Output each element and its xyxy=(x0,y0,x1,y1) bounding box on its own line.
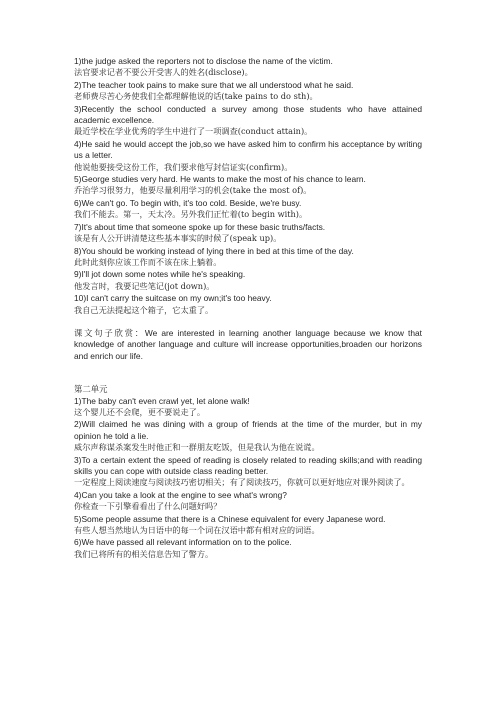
sentence-en: 4)Can you take a look at the engine to see what's wrong? xyxy=(74,489,287,500)
sentence-zh: 老师费尽苦心务使我们全都理解他说的话(take pains to do sth)。 xyxy=(74,91,318,102)
sentence-zh: 威尔声称谋杀案发生时他正和一群朋友吃饭，但是我认为他在说谎。 xyxy=(74,442,320,453)
sentence-en: 5)George studies very hard. He wants to make the most of his chance to learn. xyxy=(74,174,366,185)
sentence-zh: 你检查一下引擎看看出了什么问题好吗？ xyxy=(74,501,222,512)
sentence-zh: 一定程度上阅读速度与阅读技巧密切相关；有了阅读技巧，你就可以更好地应对课外阅读了。 xyxy=(74,477,410,488)
sentence-en: 4)He said he would accept the job,so we have asked him to confirm his acceptance by writing us a letter. xyxy=(74,138,422,161)
unit1-item-8 xyxy=(74,246,422,269)
sentence-en: 6)We can't go. To begin with, it's too cold. Beside, we're busy. xyxy=(74,197,302,208)
unit2-item-2 xyxy=(74,419,422,453)
sentence-zh: 此时此刻你应该工作而不该在床上躺着。 xyxy=(74,256,222,267)
unit1-item-4 xyxy=(74,139,422,173)
sentence-en: 2)Will claimed he was dining with a group of friends at the time of the murder, but in my opinion he told a lie. xyxy=(74,419,422,441)
unit2-item-1 xyxy=(74,396,422,419)
sentence-en: 6)We have passed all relevant information on to the police. xyxy=(74,537,292,548)
appreciation-text: We are interested in learning another language because we know that knowledge of another language and culture will increase opportunities,broaden our horizons and enrich our life. xyxy=(74,327,422,361)
sentence-zh: 法官要求记者不要公开受害人的姓名(disclose)。 xyxy=(74,67,253,78)
sentence-zh: 我们已将所有的相关信息告知了警方。 xyxy=(74,548,214,559)
sentence-en: 7)It's about time that someone spoke up for these basic truths/facts. xyxy=(74,221,326,232)
unit2-title: 第二单元 xyxy=(74,384,108,395)
sentence-zh: 这个婴儿还不会爬，更不要说走了。 xyxy=(74,406,206,417)
sentence-en: 3)Recently the school conducted a survey among those students who have attained academic excellence. xyxy=(74,103,422,126)
document-page xyxy=(74,56,422,561)
spacer xyxy=(74,317,422,328)
sentence-zh: 我自己无法提起这个箱子，它太重了。 xyxy=(74,304,214,315)
sentence-en: 10)I can't carry the suitcase on my own;it's too heavy. xyxy=(74,293,272,304)
unit2-item-3 xyxy=(74,455,422,489)
sentence-en: 5)Some people assume that there is a Chinese equivalent for every Japanese word. xyxy=(74,513,386,524)
sentence-zh: 有些人想当然地认为日语中的每一个词在汉语中都有相对应的词语。 xyxy=(74,525,320,536)
unit1-item-2 xyxy=(74,80,422,103)
sentence-en: 9)I'll jot down some notes while he's speaking. xyxy=(74,269,246,280)
unit2-item-5 xyxy=(74,514,422,537)
unit1-item-5 xyxy=(74,174,422,197)
sentence-en: 1)The baby can't even crawl yet, let alone walk! xyxy=(74,395,250,406)
sentence-zh: 我们不能去。第一，天太冷。另外我们正忙着(to begin with)。 xyxy=(74,209,308,220)
unit1-item-6 xyxy=(74,198,422,221)
appreciation-label: 课文句子欣赏： xyxy=(74,327,145,338)
unit1-item-10 xyxy=(74,293,422,316)
unit1-item-9 xyxy=(74,269,422,292)
unit1-item-7 xyxy=(74,222,422,245)
sentence-zh: 该是有人公开讲清楚这些基本事实的时候了(speak up)。 xyxy=(74,233,282,244)
sentence-zh: 他发言时，我要记些笔记(jot down)。 xyxy=(74,280,215,291)
sentence-zh: 乔治学习很努力，他要尽量利用学习的机会(take the most of)。 xyxy=(74,185,312,196)
sentence-zh: 他说他要接受这份工作，我们要求他写封信证实(confirm)。 xyxy=(74,161,293,172)
unit2-item-6 xyxy=(74,537,422,560)
appreciation-paragraph xyxy=(74,328,422,362)
sentence-en: 8)You should be working instead of lying there in bed at this time of the day. xyxy=(74,245,354,256)
sentence-en: 1)the judge asked the reporters not to disclose the name of the victim. xyxy=(74,56,333,66)
unit1-item-3 xyxy=(74,104,422,138)
sentence-zh: 最近学校在学业优秀的学生中进行了一项调查(conduct attain)。 xyxy=(74,126,313,137)
unit2-item-4 xyxy=(74,490,422,513)
spacer xyxy=(74,362,422,384)
unit1-item-1 xyxy=(74,56,422,79)
sentence-en: 2)The teacher took pains to make sure that we all understood what he said. xyxy=(74,79,354,90)
sentence-en: 3)To a certain extent the speed of reading is closely related to reading skills;and with reading skills you can cope with outside class reading better. xyxy=(74,454,422,476)
